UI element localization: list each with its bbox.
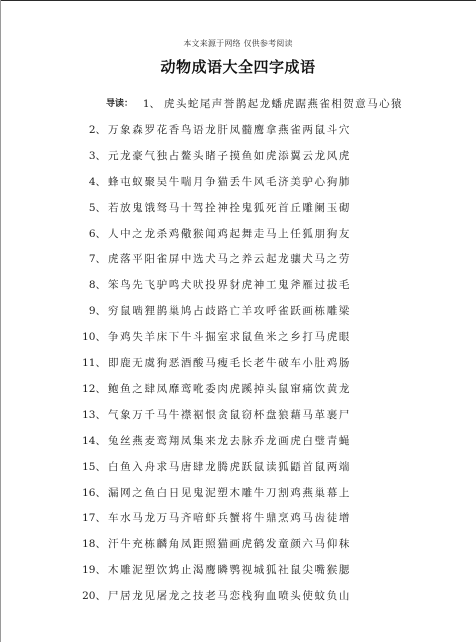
idiom-text: 尸居龙见屠龙之技老马恋栈狗血喷头使蚊负山	[108, 590, 351, 603]
item-number: 1、	[142, 98, 160, 110]
document-title: 动物成语大全四字成语	[160, 58, 316, 76]
idiom-text: 虎落平阳雀屏中选犬马之养云起龙骧犬马之劳	[108, 253, 351, 266]
idiom-text: 兔丝燕麦鸾翔凤集来龙去脉乔龙画虎白璧青蝇	[108, 434, 351, 447]
item-number: 5、	[88, 201, 106, 214]
idiom-text: 蜂屯蚁聚吴牛喘月争猫丢牛风毛济美驴心狗肺	[108, 175, 351, 188]
idiom-text: 木雕泥塑饮鸩止渴鹰瞵鹗视城狐社鼠尖嘴猴腮	[108, 564, 351, 577]
idiom-text: 争鸡失羊床下牛斗掘室求鼠鱼米之乡打马虎眼	[108, 331, 351, 344]
list-item	[0, 173, 476, 191]
item-number: 17、	[82, 512, 106, 525]
list-item	[0, 484, 476, 502]
guide-label: 导读：	[106, 99, 134, 109]
idiom-text: 若放鬼饿驽马十驾拴神拴鬼狐死首丘雕阑玉砌	[108, 201, 351, 214]
item-number: 15、	[82, 460, 106, 473]
list-item	[0, 458, 476, 476]
list-item	[0, 225, 476, 243]
page-top-border	[0, 0, 476, 1]
list-item	[0, 95, 476, 113]
list-item	[0, 509, 476, 527]
item-number: 13、	[82, 408, 106, 421]
idiom-text: 元龙豪气独占鳌头睹子摸鱼如虎添翼云龙风虎	[108, 149, 351, 162]
idiom-text: 鲍鱼之肆凤靡鸾吪委肉虎蹊掉头鼠窜痛饮黄龙	[108, 382, 351, 395]
item-number: 9、	[88, 305, 106, 318]
list-item	[0, 380, 476, 398]
list-item	[0, 328, 476, 346]
item-number: 6、	[88, 227, 106, 240]
idiom-text: 即鹿无虞狗恶酒酸马瘦毛长老牛破车小肚鸡肠	[108, 357, 351, 369]
idiom-text: 白鱼入舟求马唐肆龙腾虎跃鼠读狐鼯首鼠两端	[108, 460, 351, 473]
item-number: 18、	[82, 538, 106, 551]
item-number: 14、	[82, 434, 106, 447]
item-number: 4、	[88, 175, 106, 188]
idiom-text: 气象万千马牛襟裾恨贪鼠窃杯盘狼藉马革裹尸	[108, 408, 351, 421]
list-item	[0, 587, 476, 605]
list-item	[0, 302, 476, 320]
list-item	[0, 561, 476, 579]
idiom-text: 笨鸟先飞驴鸣犬吠投界豺虎神工鬼斧雁过拔毛	[108, 279, 351, 292]
idiom-text: 万象森罗花香鸟语龙肝凤髓鹰拿燕雀两鼠斗穴	[108, 123, 351, 136]
idiom-text: 汗牛充栋麟角凤距照猫画虎鹤发童颜六马仰秣	[108, 538, 351, 551]
list-item	[0, 406, 476, 424]
idiom-text: 人中之龙杀鸡儆猴闻鸡起舞走马上任狐朋狗友	[108, 227, 351, 240]
item-number: 3、	[88, 149, 106, 162]
list-item	[0, 147, 476, 165]
item-number: 10、	[82, 331, 106, 344]
item-number: 12、	[82, 382, 106, 395]
item-number: 19、	[82, 564, 106, 577]
list-item	[0, 121, 476, 139]
item-number: 20、	[82, 590, 106, 603]
source-notice: 本文来源于网络 仅供参考阅读	[183, 39, 293, 48]
item-number: 8、	[88, 279, 106, 292]
list-item	[0, 250, 476, 268]
item-number: 7、	[88, 253, 106, 266]
list-item	[0, 432, 476, 450]
list-item	[0, 276, 476, 294]
list-item	[0, 354, 476, 372]
list-item	[0, 535, 476, 553]
item-number: 11、	[82, 357, 106, 369]
item-number: 16、	[82, 486, 106, 499]
idiom-text: 虎头蛇尾声誉鹊起龙蟠虎踞燕雀相贺意马心猿	[164, 98, 403, 110]
item-number: 2、	[88, 123, 106, 136]
list-item	[0, 199, 476, 217]
idiom-text: 漏网之鱼白日见鬼泥塑木雕牛刀割鸡燕巢幕上	[108, 486, 351, 499]
idiom-text: 车水马龙万马齐喑虾兵蟹将牛鼎烹鸡马齿徒增	[108, 512, 351, 525]
idiom-text: 穷鼠啮狸鹊巢鸠占歧路亡羊攻呼雀跃画栋雕梁	[108, 305, 351, 318]
